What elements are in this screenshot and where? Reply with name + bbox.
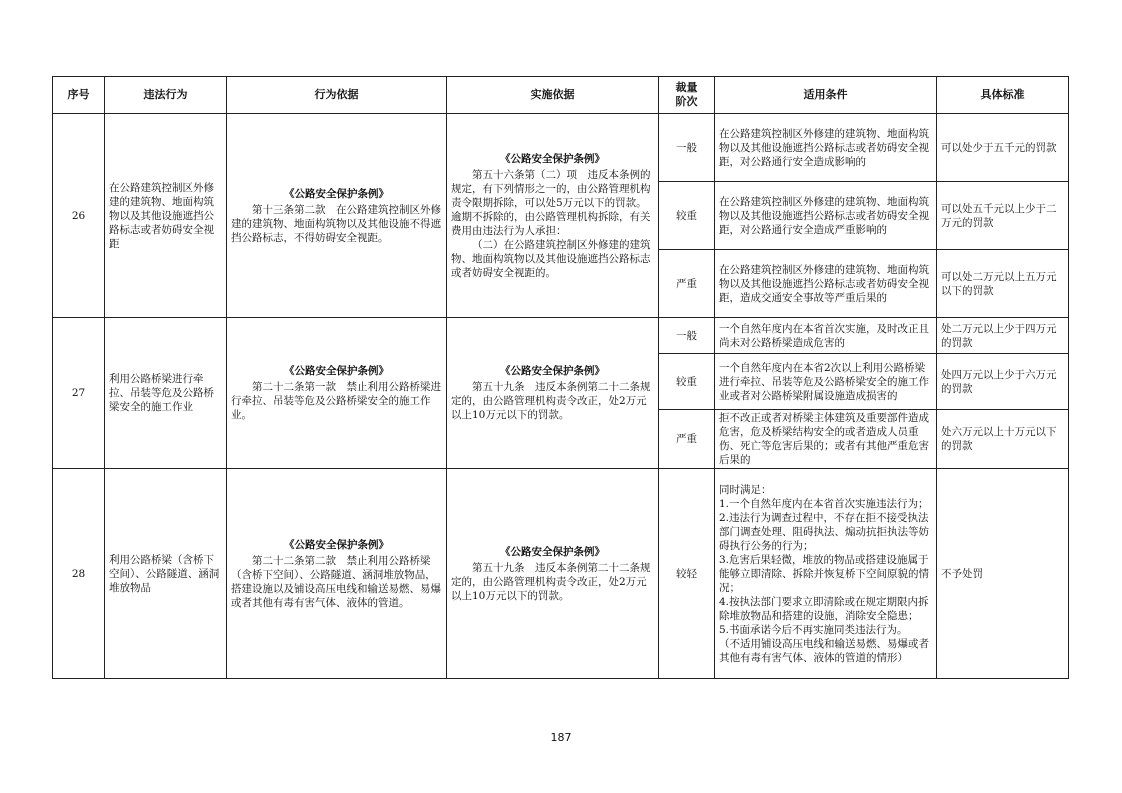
condition-line: 1.一个自然年度内在本省首次实施违法行为； bbox=[719, 497, 929, 510]
penalty-standard: 处四万元以上少于六万元的罚款 bbox=[937, 354, 1069, 410]
implementation-basis bbox=[447, 318, 659, 469]
penalty-standard: 可以处二万元以上五万元以下的罚款 bbox=[937, 250, 1069, 318]
regulation-title: 《公路安全保护条例》 bbox=[500, 152, 605, 165]
header-condition: 适用条件 bbox=[715, 77, 937, 114]
header-implementation: 实施依据 bbox=[447, 77, 659, 114]
discretion-level: 严重 bbox=[659, 250, 715, 318]
condition-line: 同时满足： bbox=[719, 483, 772, 496]
regulation-title: 《公路安全保护条例》 bbox=[284, 365, 389, 377]
penalty-standard: 可以处少于五千元的罚款 bbox=[937, 114, 1069, 182]
row-number: 26 bbox=[53, 114, 105, 318]
penalty-standard: 不予处罚 bbox=[937, 469, 1069, 679]
regulation-text: 第十三条第二款 在公路建筑控制区外修建的建筑物、地面构筑物以及其他设施不得遮挡公路标志，不得妨碍安全视距。 bbox=[231, 203, 441, 244]
regulation-text: 第五十九条 违反本条例第二十二条规定的，由公路管理机构责令改正，处2万元以上10万元以下的罚款。 bbox=[451, 561, 651, 602]
row-number: 28 bbox=[53, 469, 105, 679]
regulation-title: 《公路安全保护条例》 bbox=[284, 187, 389, 200]
table-header-row bbox=[53, 77, 1069, 114]
applicable-condition: 一个自然年度内在本省首次实施，及时改正且尚未对公路桥梁造成危害的 bbox=[715, 318, 937, 354]
discretion-level: 较重 bbox=[659, 354, 715, 410]
header-behavior: 违法行为 bbox=[105, 77, 227, 114]
penalty-standard: 处二万元以上少于四万元的罚款 bbox=[937, 318, 1069, 354]
regulation-title: 《公路安全保护条例》 bbox=[500, 365, 605, 377]
behavior-basis bbox=[227, 318, 447, 469]
table-row bbox=[53, 114, 1069, 182]
applicable-condition: 在公路建筑控制区外修建的建筑物、地面构筑物以及其他设施遮挡公路标志或者妨碍安全视距，对公路通行安全造成严重影响的 bbox=[715, 182, 937, 250]
header-level: 裁量阶次 bbox=[659, 77, 715, 114]
penalty-discretion-table bbox=[52, 76, 1069, 679]
penalty-standard: 处六万元以上十万元以下的罚款 bbox=[937, 410, 1069, 469]
applicable-condition: 一个自然年度内在本省2次以上利用公路桥梁进行牵拉、吊装等危及公路桥梁安全的施工作业或者对公路桥梁附属设施造成损害的 bbox=[715, 354, 937, 410]
row-number: 27 bbox=[53, 318, 105, 469]
header-standard: 具体标准 bbox=[937, 77, 1069, 114]
discretion-level: 较重 bbox=[659, 182, 715, 250]
header-no: 序号 bbox=[53, 77, 105, 114]
table-row bbox=[53, 318, 1069, 354]
penalty-standard: 可以处五千元以上少于二万元的罚款 bbox=[937, 182, 1069, 250]
applicable-condition: 拒不改正或者对桥梁主体建筑及重要部件造成危害，危及桥梁结构安全的或者造成人员重伤、死亡等危害后果的；或者有其他严重危害后果的 bbox=[715, 410, 937, 469]
condition-line: 2.违法行为调查过程中，不存在拒不接受执法部门调查处理、阻碍执法、煽动抗拒执法等妨碍执行公务的行为； bbox=[719, 511, 929, 552]
implementation-basis bbox=[447, 469, 659, 679]
behavior-basis bbox=[227, 114, 447, 318]
regulation-text: 第二十二条第一款 禁止利用公路桥梁进行牵拉、吊装等危及公路桥梁安全的施工作业。 bbox=[231, 381, 441, 421]
regulation-text: 第二十二条第二款 禁止利用公路桥梁（含桥下空间）、公路隧道、涵洞堆放物品，搭建设施以及铺设高压电线和输送易燃、易爆或者其他有毒有害气体、液体的管道。 bbox=[231, 554, 441, 609]
discretion-level: 一般 bbox=[659, 114, 715, 182]
condition-line: （不适用铺设高压电线和输送易燃、易爆或者其他有毒有害气体、液体的管道的情形） bbox=[719, 637, 929, 664]
regulation-text: 第五十九条 违反本条例第二十二条规定的，由公路管理机构责令改正，处2万元以上10万元以下的罚款。 bbox=[451, 381, 651, 421]
violation-behavior: 利用公路桥梁进行牵拉、吊装等危及公路桥梁安全的施工作业 bbox=[105, 318, 227, 469]
regulation-text: （二）在公路建筑控制区外修建的建筑物、地面构筑物以及其他设施遮挡公路标志或者妨碍安全视距的。 bbox=[451, 238, 651, 279]
condition-line: 3.危害后果轻微，堆放的物品或搭建设施属于能够立即清除、拆除并恢复桥下空间原貌的情况； bbox=[719, 553, 929, 594]
discretion-level: 一般 bbox=[659, 318, 715, 354]
regulation-text: 第五十六条第（二）项 违反本条例的规定，有下列情形之一的，由公路管理机构责令限期拆除，可以处5万元以下的罚款。逾期不拆除的，由公路管理机构拆除，有关费用由违法行为人承担： bbox=[451, 168, 651, 237]
regulation-title: 《公路安全保护条例》 bbox=[284, 538, 389, 551]
behavior-basis bbox=[227, 469, 447, 679]
applicable-condition bbox=[715, 469, 937, 679]
implementation-basis bbox=[447, 114, 659, 318]
violation-behavior: 利用公路桥梁（含桥下空间）、公路隧道、涵洞堆放物品 bbox=[105, 469, 227, 679]
header-basis: 行为依据 bbox=[227, 77, 447, 114]
applicable-condition: 在公路建筑控制区外修建的建筑物、地面构筑物以及其他设施遮挡公路标志或者妨碍安全视距，对公路通行安全造成影响的 bbox=[715, 114, 937, 182]
condition-line: 4.按执法部门要求立即清除或在规定期限内拆除堆放物品和搭建的设施，消除安全隐患； bbox=[719, 595, 929, 622]
discretion-level: 较轻 bbox=[659, 469, 715, 679]
applicable-condition: 在公路建筑控制区外修建的建筑物、地面构筑物以及其他设施遮挡公路标志或者妨碍安全视距，造成交通安全事故等严重后果的 bbox=[715, 250, 937, 318]
discretion-level: 严重 bbox=[659, 410, 715, 469]
table-row bbox=[53, 469, 1069, 679]
regulation-title: 《公路安全保护条例》 bbox=[500, 545, 605, 558]
condition-line: 5.书面承诺今后不再实施同类违法行为。 bbox=[719, 623, 908, 636]
page-number: 187 bbox=[550, 731, 572, 744]
violation-behavior: 在公路建筑控制区外修建的建筑物、地面构筑物以及其他设施遮挡公路标志或者妨碍安全视距 bbox=[105, 114, 227, 318]
